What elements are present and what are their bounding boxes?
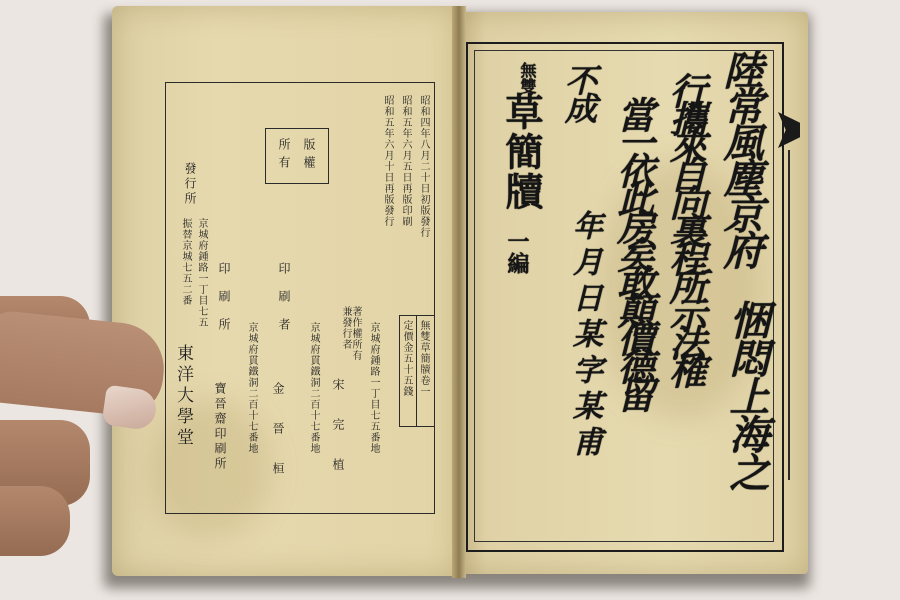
date-first-edition: 昭和四年八月二十日初版發行 [418, 95, 429, 238]
printer-address: 京城府貫鐵洞二百十七番地 [308, 322, 319, 454]
publisher-role: 發行所 [183, 162, 197, 207]
date-reprint-issue: 昭和五年六月十日再版發行 [382, 95, 393, 227]
calligraphy-date-signature: 年月日某字某甫 [567, 210, 602, 462]
calligraphy-title-small: 無雙 [518, 62, 537, 94]
calligraphy-column-1: 陸常風塵京府 [717, 50, 764, 266]
calligraphy-column-2: 行攜來自向裏程所示法榷 [663, 72, 707, 380]
book-spine [452, 6, 466, 578]
copyright-line-1: 版權 [302, 138, 316, 174]
calligraphy-title-suffix: 一編 [504, 230, 530, 274]
author-address: 京城府鍾路一丁目七五番地 [368, 322, 379, 454]
calligraphy-column-4: 不成 [560, 64, 598, 120]
finger-bottom [0, 486, 70, 556]
author-name: 宋 完 植 [331, 378, 345, 478]
price-title: 無雙草簡牘卷一 [418, 320, 429, 397]
calligraphy-column-3: 當一依此房矣敢顛價德留 [611, 96, 655, 404]
date-reprint-print: 昭和五年六月五日再版印刷 [400, 95, 411, 227]
copyright-box [265, 128, 329, 184]
print-shop-name: 寶晉齋印刷所 [213, 382, 227, 472]
page-edge-line [788, 150, 790, 480]
calligraphy-column-1b: 悃悶上海之 [723, 300, 770, 490]
publisher-account: 振替京城七五二番 [180, 218, 191, 306]
price-value: 定價金五十五錢 [401, 320, 412, 397]
print-shop-address: 京城府貫鐵洞二百十七番地 [246, 322, 257, 454]
printer-role: 印刷者 [277, 262, 291, 346]
print-shop-role: 印刷所 [217, 262, 231, 346]
publisher-address: 京城府鍾路一丁目七五 [196, 218, 207, 328]
calligraphy-title-main: 草簡牘 [499, 92, 544, 212]
author-role: 著作權所有 兼發行者 [340, 306, 361, 361]
copyright-line-2: 所有 [277, 138, 291, 174]
publisher-name: 東洋大學堂 [173, 344, 193, 449]
printer-name: 金 晉 桓 [271, 382, 285, 482]
